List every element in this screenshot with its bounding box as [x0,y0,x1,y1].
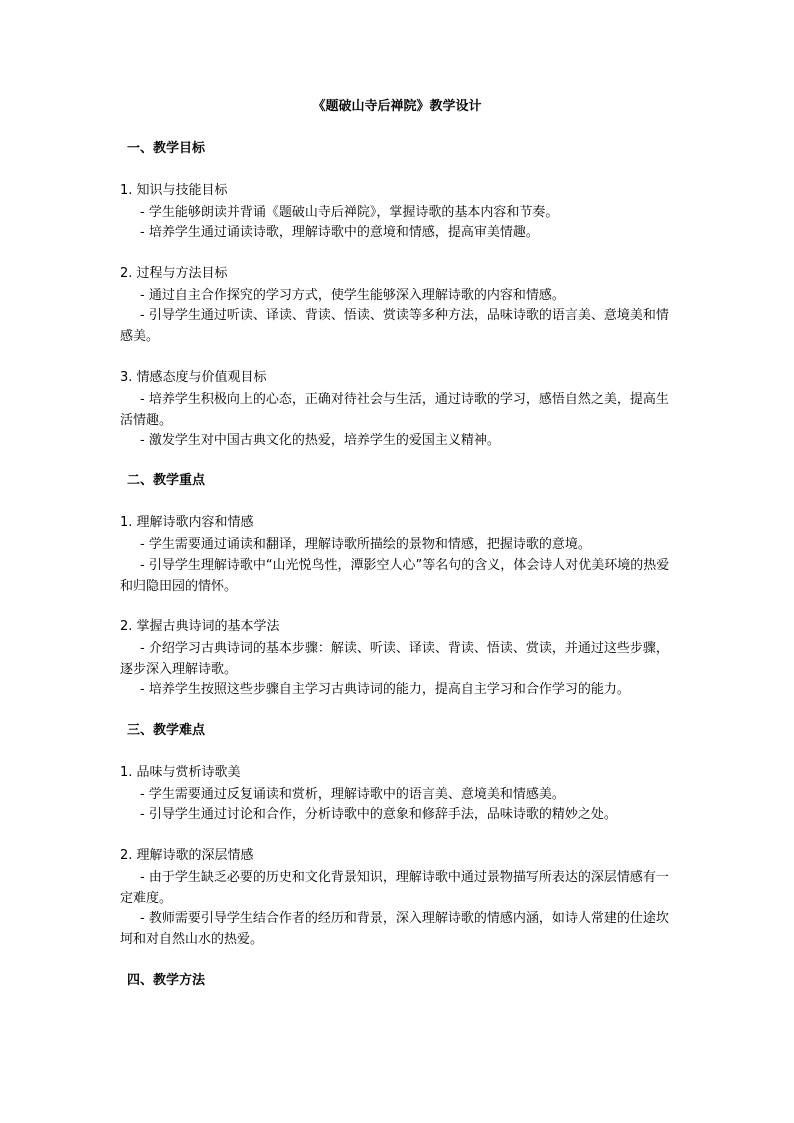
section-heading-methods: 四、教学方法 [127,973,206,988]
section-heading-key-points: 二、教学重点 [127,473,206,488]
subsection-heading: 1. 理解诗歌内容和情感 [120,515,254,530]
bullet-item: - 通过自主合作探究的学习方式，使学生能够深入理解诗歌的内容和情感。 [140,288,565,303]
bullet-item: - 学生能够朗读并背诵《题破山寺后禅院》，掌握诗歌的基本内容和节奏。 [140,205,559,220]
bullet-item: - 学生需要通过诵读和翻译，理解诗歌所描绘的景物和情感，把握诗歌的意境。 [140,537,591,552]
section-heading-objectives: 一、教学目标 [127,141,206,156]
bullet-item: - 引导学生通过讨论和合作，分析诗歌中的意象和修辞手法，品味诗歌的精妙之处。 [140,807,617,822]
bullet-item: - 由于学生缺乏必要的历史和文化背景知识，理解诗歌中通过景物描写所表达的深层情感有一定难度。 [120,870,669,906]
section-heading-difficulties: 三、教学难点 [127,723,206,738]
bullet-item: - 学生需要通过反复诵读和赏析，理解诗歌中的语言美、意境美和情感美。 [140,787,565,802]
bullet-item: - 培养学生通过诵读诗歌，理解诗歌中的意境和情感，提高审美情趣。 [140,225,539,240]
bullet-item: - 培养学生按照这些步骤自主学习古典诗词的能力，提高自主学习和合作学习的能力。 [140,682,630,697]
subsection-heading: 2. 掌握古典诗词的基本学法 [120,619,280,634]
bullet-item: - 培养学生积极向上的心态，正确对待社会与生活，通过诗歌的学习，感悟自然之美，提高生活情趣。 [120,392,669,428]
subsection-heading: 2. 理解诗歌的深层情感 [120,848,254,863]
bullet-item: - 教师需要引导学生结合作者的经历和背景，深入理解诗歌的情感内涵，如诗人常建的仕途坎坷和对自然山水的热爱。 [120,911,669,947]
subsection-heading: 1. 知识与技能目标 [120,183,228,198]
bullet-item: - 引导学生通过听读、译读、背读、悟读、赏读等多种方法，品味诗歌的语言美、意境美和情感美。 [120,308,669,344]
document-title: 《题破山寺后禅院》教学设计 [312,99,482,114]
bullet-item: - 引导学生理解诗歌中“山光悦鸟性，潭影空人心”等名句的含义，体会诗人对优美环境的热爱和归隐田园的情怀。 [120,558,670,594]
subsection-heading: 2. 过程与方法目标 [120,266,228,281]
subsection-heading: 3. 情感态度与价值观目标 [120,370,267,385]
bullet-item: - 介绍学习古典诗词的基本步骤：解读、听读、译读、背读、悟读、赏读，并通过这些步骤，逐步深入理解诗歌。 [120,641,669,677]
subsection-heading: 1. 品味与赏析诗歌美 [120,765,241,780]
bullet-item: - 激发学生对中国古典文化的热爱，培养学生的爱国主义精神。 [140,433,500,448]
